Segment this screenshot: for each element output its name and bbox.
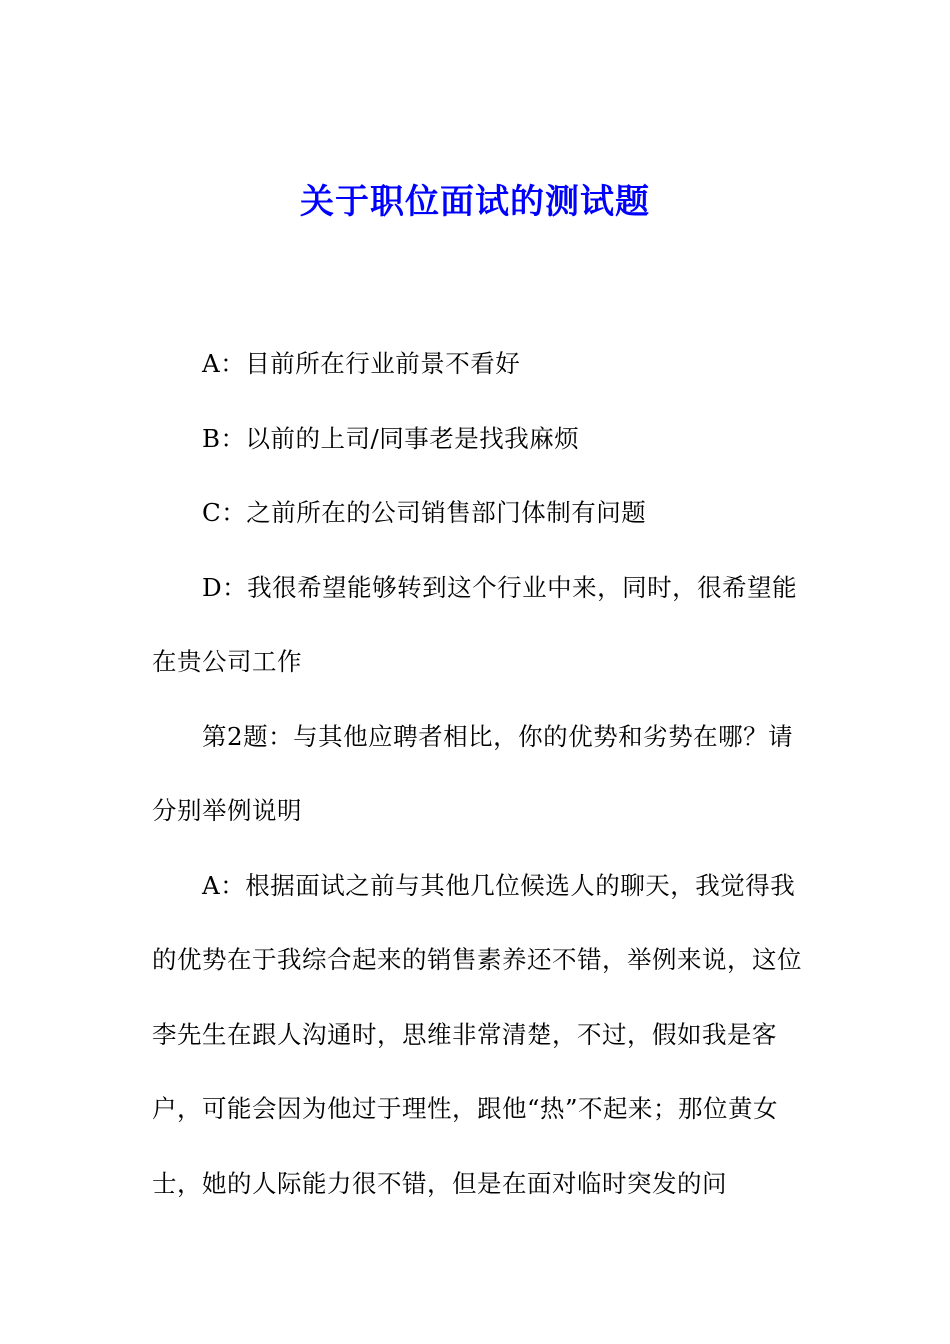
paragraph-option-c: C：之前所在的公司销售部门体制有问题 xyxy=(202,498,647,527)
paragraph-option-d: D：我很希望能够转到这个行业中来，同时，很希望能在贵公司工作 xyxy=(152,572,798,676)
document-body xyxy=(152,327,804,1221)
paragraph-option-b: B：以前的上司/同事老是找我麻烦 xyxy=(202,423,580,453)
paragraph-question-2: 第2题：与其他应聘者相比，你的优势和劣势在哪？请分别举例说明 xyxy=(152,721,794,825)
document-title: 关于职位面试的测试题 xyxy=(300,182,650,222)
paragraph-answer-a: A：根据面试之前与其他几位候选人的聊天，我觉得我的优势在于我综合起来的销售素养还不错，举例来说，这位李先生在跟人沟通时，思维非常清楚，不过，假如我是客户，可能会因为他过于理性，跟他“热”不起来；那位黄女士，她的人际能力很不错，但是在面对临时突发的问 xyxy=(152,870,802,1198)
paragraph-option-a: A：目前所在行业前景不看好 xyxy=(202,349,521,378)
